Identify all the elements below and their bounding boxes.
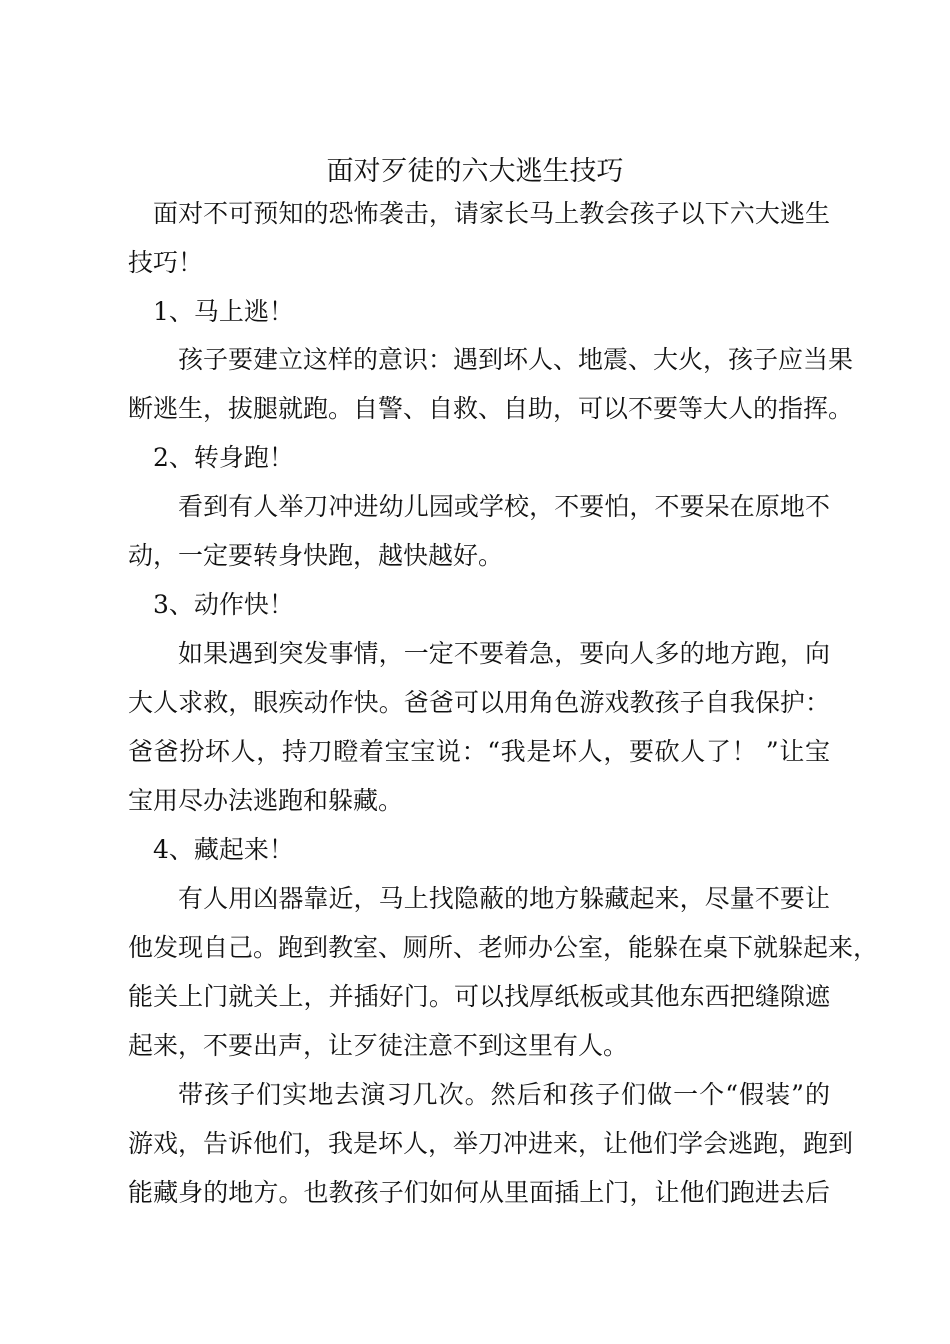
section-3-line-3: 爸爸扮坏人，持刀瞪着宝宝说：“我是坏人，要砍人了！ ”让宝 <box>128 737 830 766</box>
extra-line-1: 带孩子们实地去演习几次。然后和孩子们做一个“假装”的 <box>178 1080 830 1109</box>
section-heading-2: 2、转身跑！ <box>153 443 294 472</box>
section-2-line-2: 动，一定要转身快跑，越快越好。 <box>128 541 504 570</box>
section-heading-3: 3、动作快！ <box>153 590 294 619</box>
intro-line-2: 技巧！ <box>128 248 204 277</box>
section-3-line-1: 如果遇到突发事情，一定不要着急，要向人多的地方跑，向 <box>178 639 830 668</box>
section-heading-1: 1、马上逃！ <box>153 297 294 326</box>
section-4-line-2: 他发现自己。跑到教室、厕所、老师办公室，能躲在桌下就躲起来， <box>128 933 879 962</box>
section-2-line-1: 看到有人举刀冲进幼儿园或学校，不要怕，不要呆在原地不 <box>178 492 830 521</box>
extra-line-2: 游戏，告诉他们，我是坏人，举刀冲进来，让他们学会逃跑，跑到 <box>128 1129 854 1158</box>
section-3-line-4: 宝用尽办法逃跑和躲藏。 <box>128 786 404 815</box>
section-1-line-2: 断逃生，拔腿就跑。自警、自救、自助，可以不要等大人的指挥。 <box>128 394 854 423</box>
intro-line-1: 面对不可预知的恐怖袭击，请家长马上教会孩子以下六大逃生 <box>153 199 830 228</box>
section-4-line-3: 能关上门就关上，并插好门。可以找厚纸板或其他东西把缝隙遮 <box>128 982 830 1011</box>
extra-line-3: 能藏身的地方。也教孩子们如何从里面插上门，让他们跑进去后 <box>128 1178 830 1207</box>
section-3-line-2: 大人求救，眼疾动作快。爸爸可以用角色游戏教孩子自我保护： <box>128 688 830 717</box>
section-4-line-1: 有人用凶器靠近，马上找隐蔽的地方躲藏起来，尽量不要让 <box>178 884 830 913</box>
section-heading-4: 4、藏起来！ <box>153 835 294 864</box>
document-title: 面对歹徒的六大逃生技巧 <box>326 156 624 187</box>
section-4-line-4: 起来，不要出声，让歹徒注意不到这里有人。 <box>128 1031 629 1060</box>
section-1-line-1: 孩子要建立这样的意识：遇到坏人、地震、大火，孩子应当果 <box>178 345 854 374</box>
